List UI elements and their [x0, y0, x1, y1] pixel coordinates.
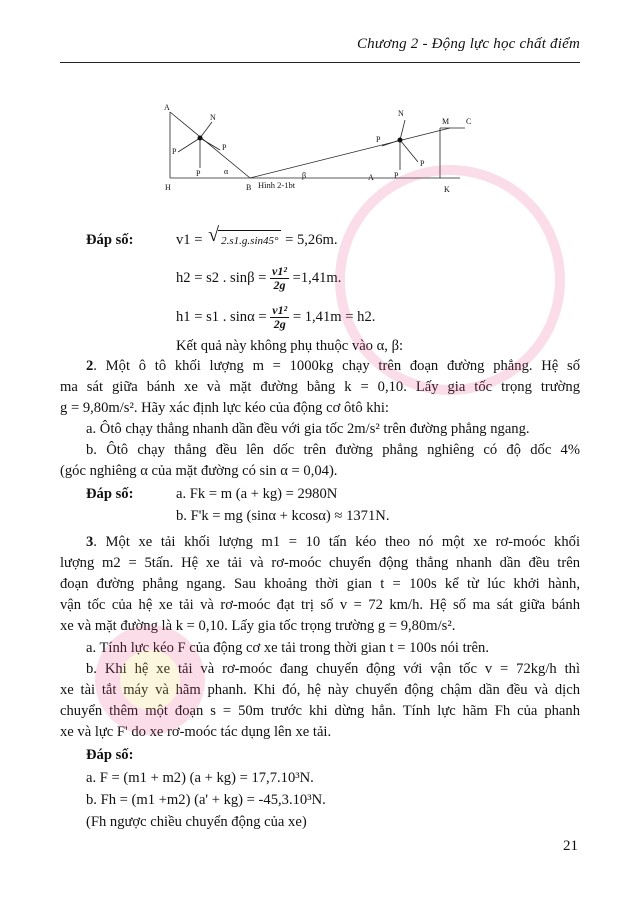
problem3-line4: vận tốc của hệ xe tải và rơ-moóc đạt trị số v = 72 km/h. Hệ số ma sát giữa bánh: [60, 597, 580, 613]
problem2-answer-a: a. Fk = m (a + kg) = 2980N: [176, 486, 338, 502]
label-p-left: P: [196, 169, 201, 178]
label-b: B: [246, 183, 252, 192]
answer1-h1: h1 = s1 . sinα = $\frac{\text{v1²}}{2g}$ = 1,41m = h2.: [176, 303, 376, 331]
problem3-line5: xe và mặt đường là k = 0,10. Lấy gia tốc trọng trường g = 9,80m/s².: [60, 618, 456, 634]
header-rule: [60, 62, 580, 63]
problem2-a: a. Ôtô chạy thẳng nhanh dần đều với gia tốc 2m/s² trên đường phẳng ngang.: [86, 421, 530, 437]
body-left: [198, 136, 203, 141]
problem3-line2: lượng m2 = 5tấn. Hệ xe tải và rơ-moóc chuyển động thẳng nhanh dần đều trên: [60, 555, 580, 571]
problem3-line3: đoạn đường phẳng ngang. Sau khoảng thời gian t = 100s kể từ lúc khởi hành,: [60, 576, 580, 592]
label-a-left: A: [164, 103, 170, 112]
problem3-note: (Fh ngược chiều chuyển động của xe): [86, 814, 307, 830]
label-p-right: P: [394, 171, 399, 180]
label-p1-left: P: [172, 147, 177, 156]
problem3-b4: xe và lực F' do xe rơ-moóc tác dụng lên xe tải.: [60, 724, 332, 740]
label-alpha: α: [224, 167, 229, 176]
vector-p1-right: [382, 140, 400, 146]
chapter-header: Chương 2 - Động lực học chất điểm: [356, 36, 580, 52]
problem2-line2: ma sát giữa bánh xe và mặt đường bằng k = 0,10. Lấy gia tốc trọng trường: [60, 379, 580, 395]
label-k: K: [444, 185, 450, 194]
problem2-line1: 2. Một ô tô khối lượng m = 1000kg chạy trên đoạn đường phẳng. Hệ số: [86, 358, 580, 374]
problem3-line1: 3. Một xe tải khối lượng m1 = 10 tấn kéo theo nó một xe rơ-moóc khối: [86, 534, 580, 550]
label-c: C: [466, 117, 472, 126]
problem3-a: a. Tính lực kéo F của động cơ xe tải trong thời gian t = 100s nói trên.: [86, 640, 489, 656]
label-n-right: N: [398, 109, 404, 118]
label-p2-left: P: [222, 143, 227, 152]
problem3-b1: b. Khi hệ xe tải và rơ-moóc đang chuyển động với vận tốc v = 72kg/h thì: [86, 661, 580, 677]
vector-p1-left: [178, 138, 200, 152]
label-p1-right: P: [376, 135, 381, 144]
problem3-answer-a: a. F = (m1 + m2) (a + kg) = 17,7.10³N.: [86, 770, 314, 786]
label-p2-right: P: [420, 159, 425, 168]
problem2-b1: b. Ôtô chạy thẳng đều lên dốc trên đường phẳng nghiêng có độ dốc 4%: [86, 442, 580, 458]
label-beta: β: [302, 171, 307, 180]
fraction-h1: $\frac{\text{v1²}}{2g}$: [272, 303, 288, 331]
answer1-label: Đáp số:: [86, 232, 134, 248]
sqrt-expression: √ 2.s1.g.sin45°: [218, 230, 281, 251]
problem2-answer-label: Đáp số:: [86, 486, 134, 502]
figure-caption: Hình 2-1bt: [258, 180, 296, 190]
vector-n-left: [200, 122, 212, 138]
label-n-left: N: [210, 113, 216, 122]
problem2-line3: g = 9,80m/s². Hãy xác định lực kéo của động cơ ôtô khi:: [60, 400, 389, 416]
physics-figure: [150, 100, 490, 210]
problem3-answer-label: Đáp số:: [86, 747, 134, 763]
label-a-right: A: [368, 173, 374, 182]
problem3-answer-b: b. Fh = (m1 +m2) (a' + kg) = -45,3.10³N.: [86, 792, 326, 808]
problem2-b2: (góc nghiêng α của mặt đường có sin α = 0,04).: [60, 463, 338, 479]
answer1-v1: v1 = √ 2.s1.g.sin45° = 5,26m.: [176, 230, 338, 251]
body-right: [398, 138, 403, 143]
vector-p2-left: [200, 138, 220, 150]
vector-p2-right: [400, 140, 418, 162]
answer1-h2: h2 = s2 . sinβ = $\frac{\text{v1²}}{2g}$ =1,41m.: [176, 264, 342, 292]
label-m: M: [442, 117, 450, 126]
answer1-conclusion: Kết quả này không phụ thuộc vào α, β:: [176, 338, 404, 354]
label-h: H: [165, 183, 171, 192]
incline-bc: [250, 128, 450, 178]
vector-n-right: [400, 120, 405, 140]
problem2-answer-b: b. F'k = mg (sinα + kcosα) ≈ 1371N.: [176, 508, 390, 524]
page-number: 21: [563, 838, 578, 854]
problem3-b2: xe tài tắt máy và hãm phanh. Khi đó, hệ này chuyển động chậm dần đều và dịch: [60, 682, 580, 698]
problem3-b3: chuyển thêm một đoạn s = 50m trước khi dừng hẳn. Tính lực hãm Fh của phanh: [60, 703, 580, 719]
fraction-h2: $\frac{\text{v1²}}{2g}$: [272, 264, 287, 292]
